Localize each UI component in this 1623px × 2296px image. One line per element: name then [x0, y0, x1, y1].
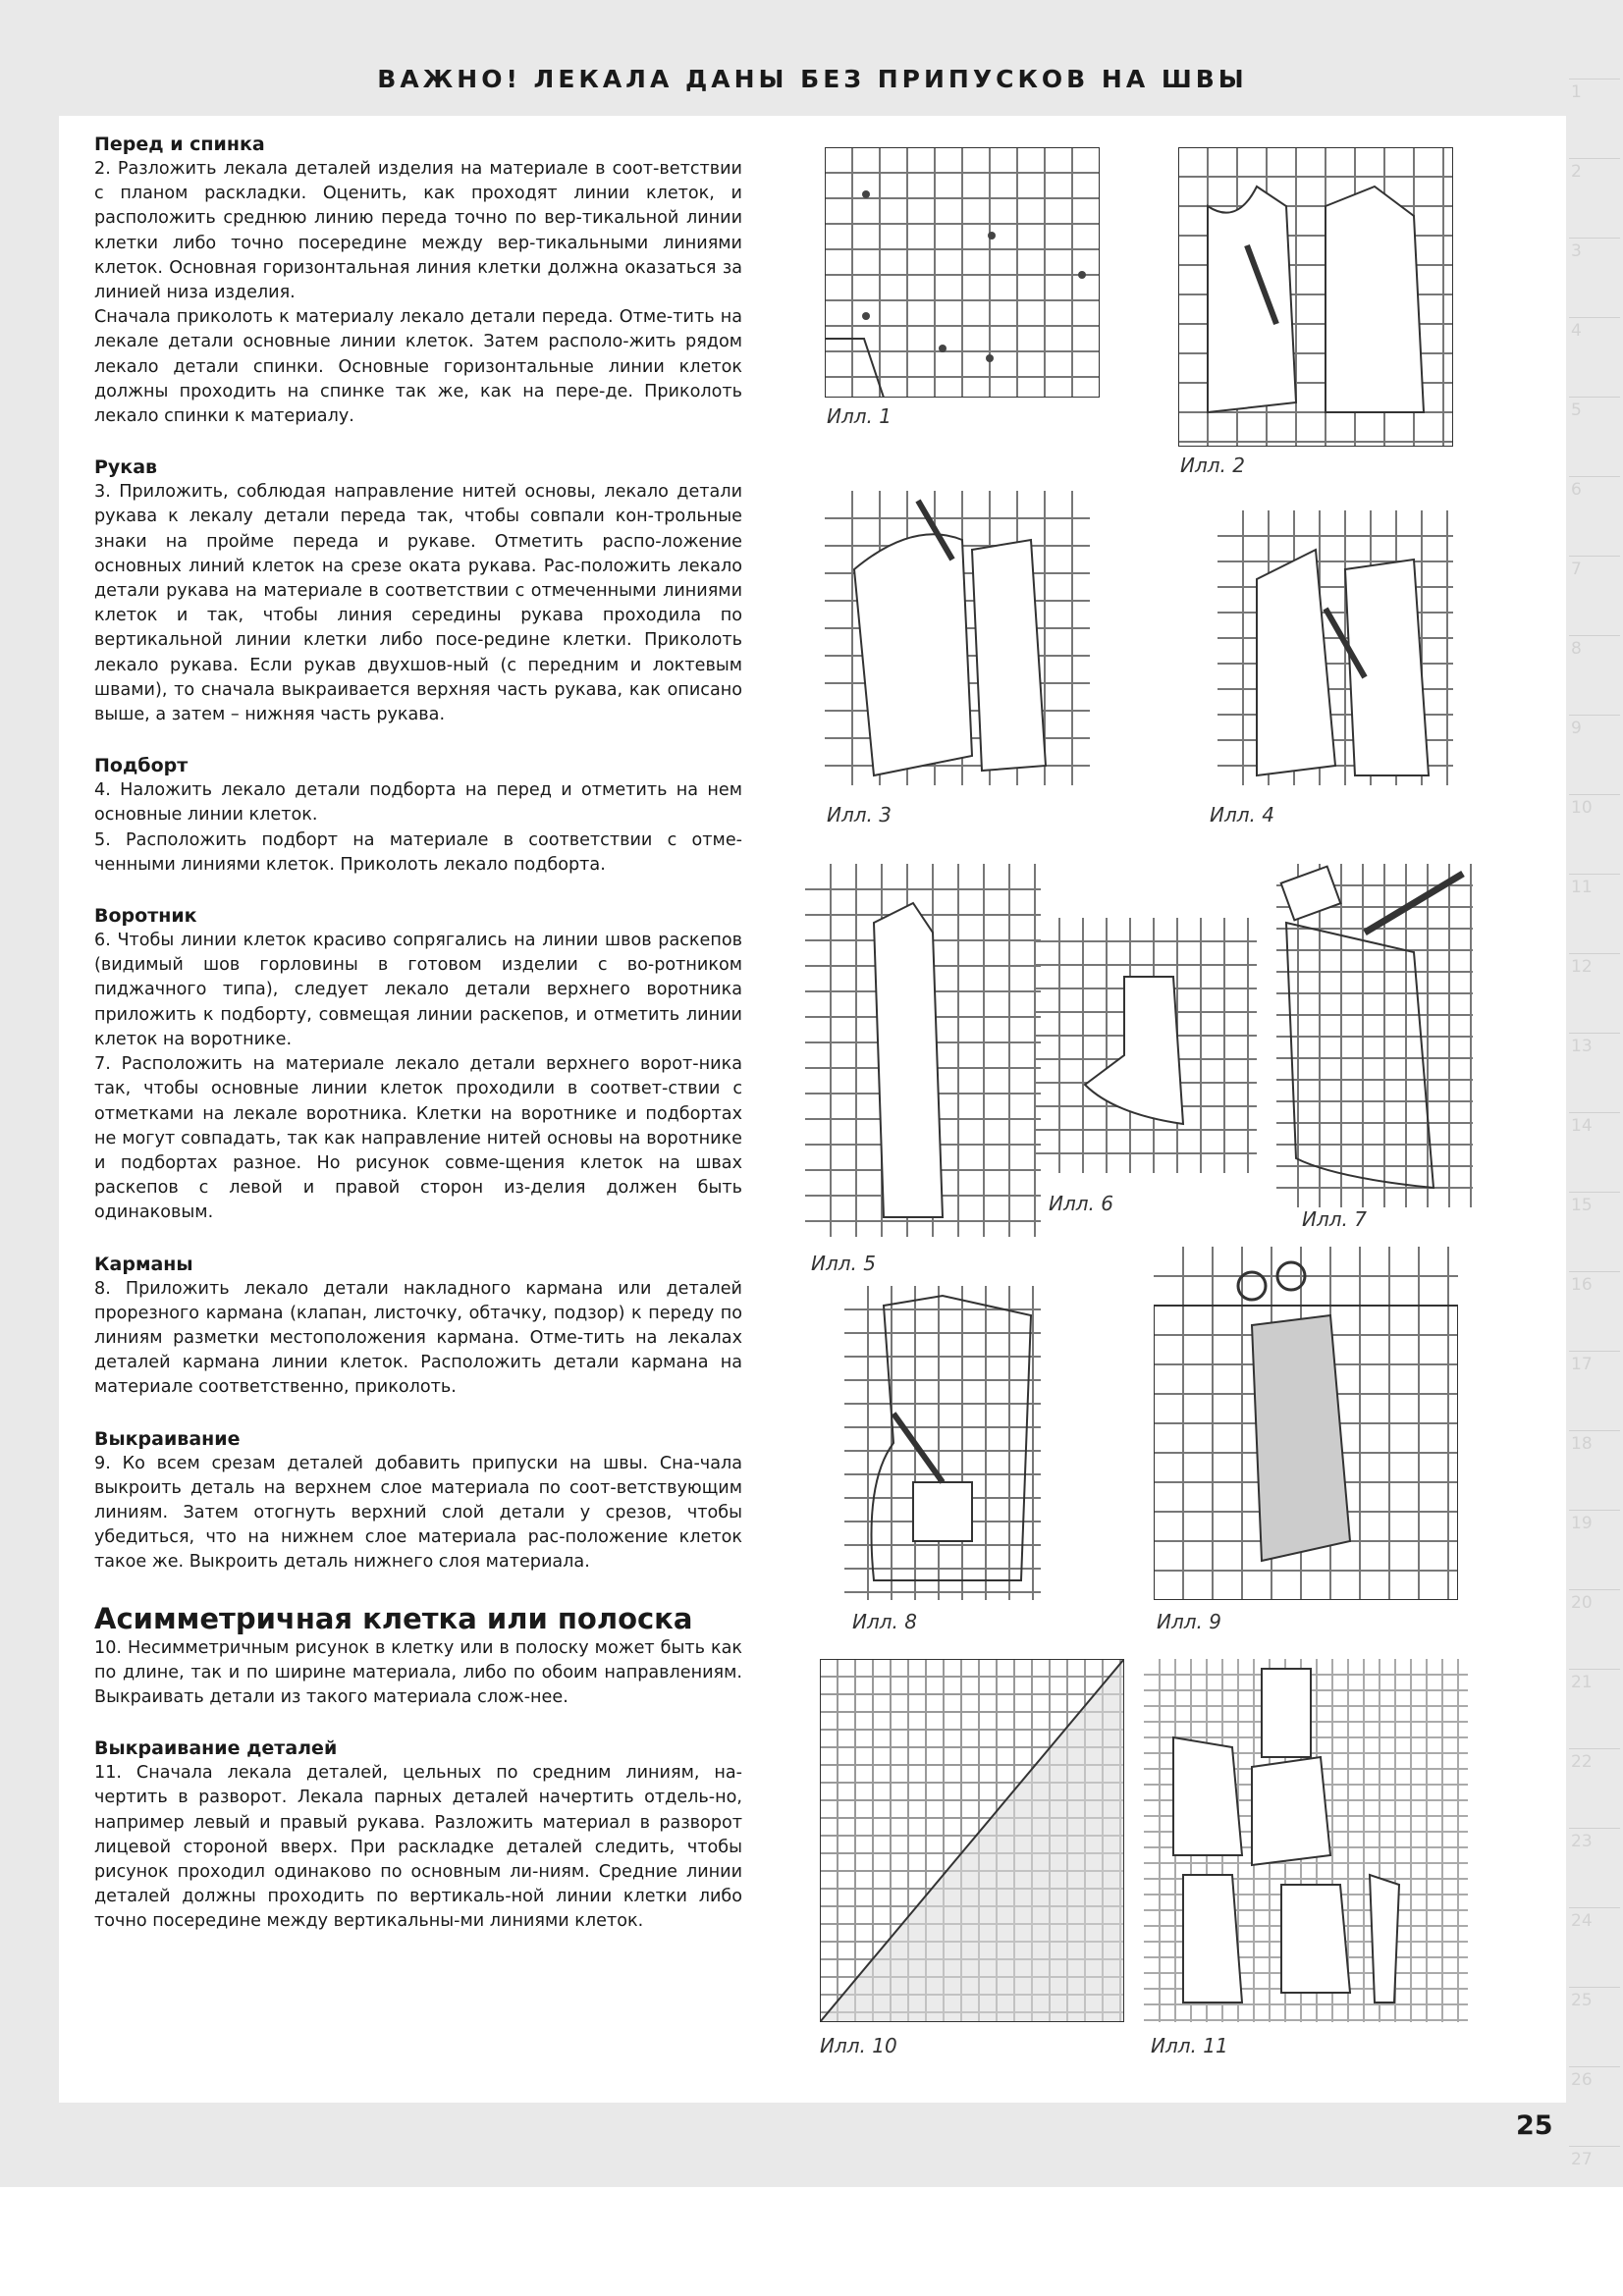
figure-4: [1217, 510, 1453, 785]
section-heading: Подборт: [94, 755, 189, 777]
section-paragraph: 11. Сначала лекала деталей, цельных по средним линиям, на-чертить в разворот. Лекала парных деталей начертить отдель-но, например левый и правый рукава. Разложить материал в разворот лицевой стороной вверх. При раскладке деталей следить, чтобы рисунок проходил одинаково по основным ли-ниям. Средние линии деталей должны проходить по вертикаль-ной линии клетки либо точно посередине между вертикальны-ми линиями клеток.: [94, 1763, 742, 1932]
section-gap: [94, 1401, 742, 1426]
figure-11: [1144, 1659, 1468, 2022]
section-heading: Воротник: [94, 905, 197, 928]
ruler-tick: [1569, 874, 1620, 875]
ruler-tick: [1569, 317, 1620, 318]
ruler-tick: [1569, 1192, 1620, 1193]
illustration-9: [1154, 1247, 1458, 1600]
section-heading: Карманы: [94, 1253, 193, 1275]
ruler-tick: [1569, 1907, 1620, 1908]
section-paragraph: Сначала приколоть к материалу лекало детали переда. Отме-тить на лекале детали основные линии клеток. Затем располо-жить рядом лекало детали спинки. Основные горизонтальные линии клеток должны проходить на спинке так же, как на пере-де. Приколоть лекало спинки к материалу.: [94, 307, 742, 427]
text-section: [94, 903, 742, 1225]
ruler-label: 14: [1571, 1116, 1593, 1136]
section-heading: Перед и спинка: [94, 133, 265, 155]
figure-caption: Илл. 3: [827, 803, 892, 827]
page-header: [59, 0, 1566, 116]
figure-caption: Илл. 11: [1151, 2034, 1228, 2057]
ruler-tick: [1569, 1589, 1620, 1590]
section-paragraph: 8. Приложить лекало детали накладного кармана или деталей прорезного кармана (клапан, листочку, обтачку, подзор) к переду по линиям разметки местоположения кармана. Отме-тить на лекалах деталей кармана линии клеток. Расположить детали кармана на материале соответственно, приколоть.: [94, 1278, 742, 1398]
ruler-tick: [1569, 1271, 1620, 1272]
figure-caption: Илл. 1: [827, 404, 892, 428]
ruler-label: 17: [1571, 1355, 1593, 1374]
ruler-tick: [1569, 158, 1620, 159]
figure-7: [1276, 864, 1473, 1207]
ruler-tick: [1569, 397, 1620, 398]
section-gap: [94, 878, 742, 903]
section-gap: [94, 1226, 742, 1252]
ruler-label: 18: [1571, 1434, 1593, 1454]
ruler-label: 5: [1571, 400, 1582, 420]
illustration-4: [1217, 510, 1453, 785]
text-section: [94, 1601, 742, 1711]
ruler-tick: [1569, 1748, 1620, 1749]
ruler-tick: [1569, 556, 1620, 557]
section-heading: Асимметричная клетка или полоска: [94, 1601, 693, 1635]
ruler-tick: [1569, 1510, 1620, 1511]
ruler-tick: [1569, 1669, 1620, 1670]
text-section: [94, 1252, 742, 1401]
figure-6: [1036, 918, 1257, 1173]
section-paragraph: 10. Несимметричным рисунок в клетку или в полоску может быть как по длине, так и по ширине материала, либо по обоим направлениям. Выкраивать детали из такого материала слож-нее.: [94, 1637, 742, 1707]
illustration-11: [1144, 1659, 1468, 2022]
header-title: ВАЖНО! ЛЕКАЛА ДАНЫ БЕЗ ПРИПУСКОВ НА ШВЫ: [377, 65, 1248, 93]
figure-caption: Илл. 9: [1157, 1610, 1221, 1633]
figure-caption: Илл. 8: [852, 1610, 917, 1633]
figure-caption: Илл. 5: [811, 1252, 876, 1275]
ruler-tick: [1569, 2066, 1620, 2067]
ruler-label: 25: [1571, 1991, 1593, 2010]
ruler-tick: [1569, 635, 1620, 636]
figure-caption: Илл. 4: [1210, 803, 1274, 827]
figure-caption: Илл. 7: [1302, 1207, 1367, 1231]
illustration-6: [1036, 918, 1257, 1173]
ruler-label: 9: [1571, 719, 1582, 738]
ruler-label: 21: [1571, 1673, 1593, 1692]
ruler-label: 2: [1571, 162, 1582, 182]
ruler-tick: [1569, 1033, 1620, 1034]
text-section: [94, 132, 742, 429]
section-heading: Выкраивание: [94, 1427, 241, 1450]
ruler-tick: [1569, 79, 1620, 80]
section-paragraph: 4. Наложить лекало детали подборта на перед и отметить на нем основные линии клеток.: [94, 780, 742, 826]
section-paragraph: 6. Чтобы линии клеток красиво сопрягались на линии швов раскепов (видимый шов горловины в готовом изделии с во-ротником пиджачного типа), следует лекало детали верхнего воротника приложить к подборту, совмещая линии раскепов, и отметить линии клеток на воротнике.: [94, 931, 742, 1049]
ruler-label: 16: [1571, 1275, 1593, 1295]
ruler-label: 24: [1571, 1911, 1593, 1931]
ruler-label: 13: [1571, 1037, 1593, 1056]
ruler-tick: [1569, 1351, 1620, 1352]
text-section: [94, 454, 742, 727]
ruler-label: 12: [1571, 957, 1593, 977]
ruler-label: 7: [1571, 560, 1582, 579]
illustration-7: [1276, 864, 1473, 1207]
ruler-tick: [1569, 1112, 1620, 1113]
ruler-tick: [1569, 476, 1620, 477]
section-heading: Рукав: [94, 456, 158, 479]
section-gap: [94, 1575, 742, 1601]
illustration-1: [825, 147, 1100, 398]
illustration-5: [805, 864, 1041, 1237]
ruler-tick: [1569, 1987, 1620, 1988]
illustration-8: [844, 1286, 1041, 1600]
figure-caption: Илл. 6: [1049, 1192, 1113, 1215]
ruler-label: 27: [1571, 2150, 1593, 2169]
page-number: 25: [1516, 2110, 1553, 2141]
ruler-strip: [1569, 59, 1620, 2169]
figure-5: [805, 864, 1041, 1237]
illustration-2: [1178, 147, 1453, 447]
section-paragraph: 2. Разложить лекала деталей изделия на материале в соот-ветствии с планом раскладки. Оценить, как проходят линии клеток, и расположить среднюю линию переда точно по вер-тикальной линии клетки либо точно посередине между вер-тикальными линиями клеток. Основная горизонтальная линия клетки должна оказаться за линией низа изделия.: [94, 159, 742, 303]
ruler-label: 22: [1571, 1752, 1593, 1772]
ruler-tick: [1569, 1828, 1620, 1829]
ruler-label: 20: [1571, 1593, 1593, 1613]
ruler-label: 19: [1571, 1514, 1593, 1533]
figure-10: [820, 1659, 1124, 2022]
text-column: [94, 132, 742, 1935]
section-heading: Выкраивание деталей: [94, 1737, 338, 1760]
text-section: [94, 1735, 742, 1934]
ruler-label: 1: [1571, 82, 1582, 102]
text-section: [94, 753, 742, 878]
ruler-label: 3: [1571, 241, 1582, 261]
section-paragraph: 7. Расположить на материале лекало детали верхнего ворот-ника так, чтобы основные линии клеток проходили в соответ-ствии с отметками на лекале воротника. Клетки на воротнике и подбортах не могут совпадать, так как направление нитей основы на воротнике и подбортах разное. Но рисунок совме-щения клеток на швах раскепов с левой и правой сторон из-делия должен быть одинаковым.: [94, 1054, 742, 1223]
figure-9: [1154, 1247, 1458, 1600]
ruler-label: 11: [1571, 878, 1593, 897]
text-section: [94, 1426, 742, 1575]
ruler-label: 4: [1571, 321, 1582, 341]
ruler-label: 8: [1571, 639, 1582, 659]
ruler-tick: [1569, 715, 1620, 716]
section-gap: [94, 727, 742, 753]
illustration-10: [820, 1659, 1124, 2022]
ruler-tick: [1569, 953, 1620, 954]
ruler-tick: [1569, 1430, 1620, 1431]
figure-caption: Илл. 2: [1180, 454, 1245, 477]
section-paragraph: 9. Ко всем срезам деталей добавить припуски на швы. Сна-чала выкроить деталь на верхнем слое материала по соот-ветствующим линиям. Затем отогнуть верхний слой детали у срезов, чтобы убедиться, что на нижнем слое материала рас-положение клеток такое же. Выкроить деталь нижнего слоя материала.: [94, 1453, 742, 1573]
ruler-tick: [1569, 794, 1620, 795]
section-gap: [94, 1710, 742, 1735]
ruler-label: 15: [1571, 1196, 1593, 1215]
figure-2: [1178, 147, 1453, 447]
illustration-3: [825, 491, 1090, 785]
figure-8: [844, 1286, 1041, 1600]
figure-1: [825, 147, 1100, 398]
ruler-label: 10: [1571, 798, 1593, 818]
figure-caption: Илл. 10: [820, 2034, 897, 2057]
ruler-tick: [1569, 2146, 1620, 2147]
ruler-tick: [1569, 238, 1620, 239]
figure-3: [825, 491, 1090, 785]
ruler-label: 6: [1571, 480, 1582, 500]
section-gap: [94, 429, 742, 454]
ruler-label: 26: [1571, 2070, 1593, 2090]
section-paragraph: 5. Расположить подборт на материале в соответствии с отме-ченными линиями клеток. Приколоть лекало подборта.: [94, 829, 742, 875]
ruler-label: 23: [1571, 1832, 1593, 1851]
section-paragraph: 3. Приложить, соблюдая направление нитей основы, лекало детали рукава к лекалу детали переда так, чтобы совпали кон-трольные знаки на пройме переда и рукаве. Отметить распо-ложение основных линий клеток на срезе оката рукава. Рас-положить лекало детали рукава на материале в соответствии с отмеченными линиями клеток и так, чтобы линия середины рукава проходила по вертикальной линии клетки либо посе-редине клетки. Приколоть лекало рукава. Если рукав двухшов-ный (с передним и локтевым швами), то сначала выкраивается верхняя часть рукава, как описано выше, а затем – нижняя часть рукава.: [94, 482, 742, 725]
